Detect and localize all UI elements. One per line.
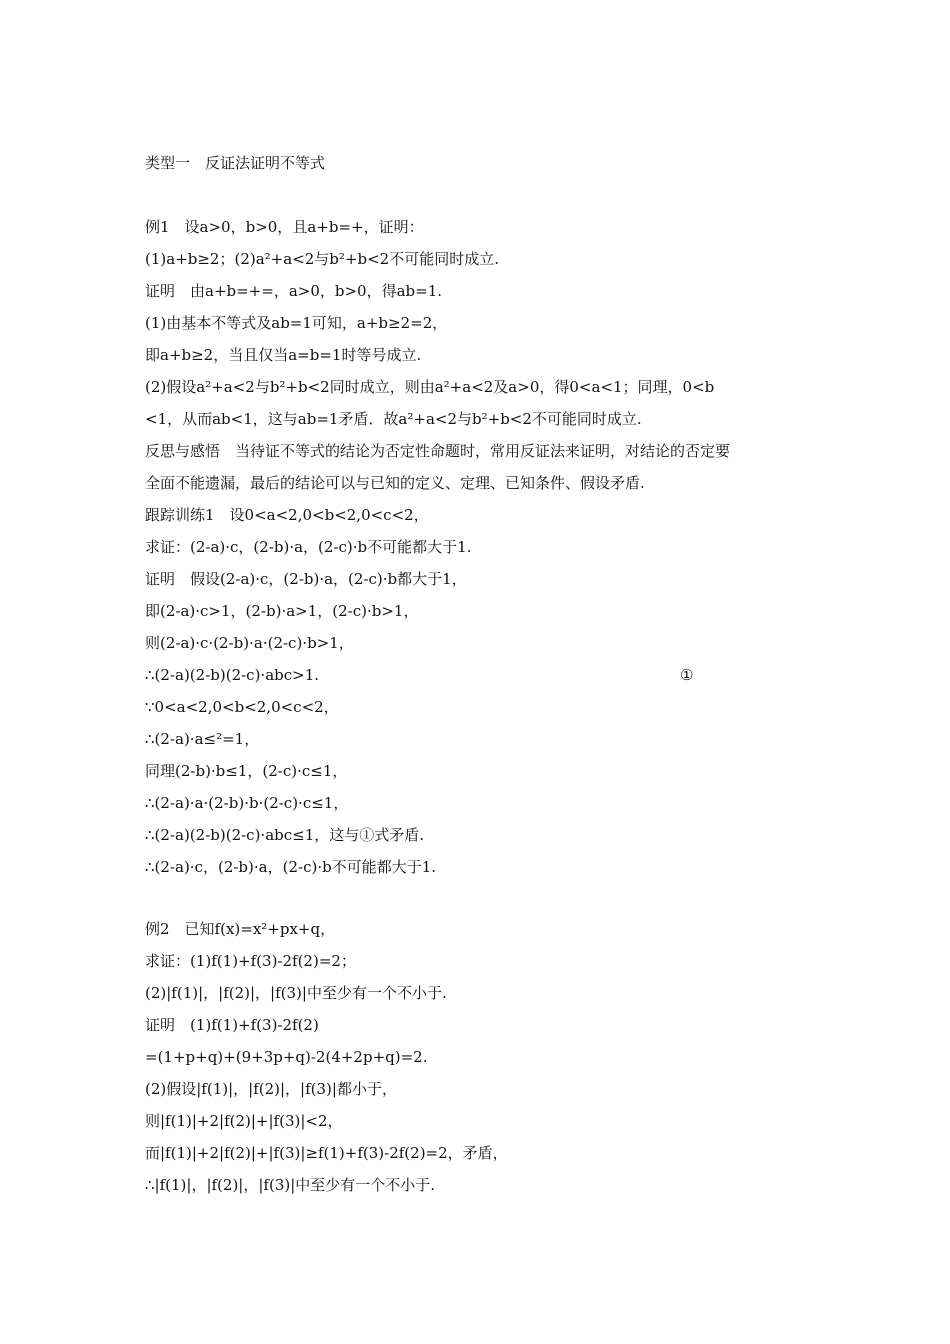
section-heading: 类型一 反证法证明不等式 xyxy=(145,154,326,172)
practice-line-11: ∴(2-a)(2-b)(2-c)·abc≤1，这与①式矛盾. xyxy=(145,826,425,844)
practice-line-6: ∴(2-a)(2-b)(2-c)·abc>1. xyxy=(145,666,320,684)
practice-line-12: ∴(2-a)·c，(2-b)·a，(2-c)·b不可能都大于1. xyxy=(145,858,436,876)
ex2-line-6: (2)假设|f(1)|，|f(2)|，|f(3)|都小于， xyxy=(145,1080,397,1098)
ex1-line-2: (1)a+b≥2；(2)a²+a<2与b²+b<2不可能同时成立. xyxy=(145,250,499,268)
ex2-line-9: ∴|f(1)|，|f(2)|，|f(3)|中至少有一个不小于. xyxy=(145,1176,436,1194)
practice-line-1: 跟踪训练1 设0<a<2,0<b<2,0<c<2， xyxy=(145,506,429,524)
practice-line-8: ∴(2-a)·a≤²=1， xyxy=(145,730,260,748)
ex1-line-3: 证明 由a+b=+=，a>0，b>0，得ab=1. xyxy=(145,282,443,300)
ex2-line-8: 而|f(1)|+2|f(2)|+|f(3)|≥f(1)+f(3)-2f(2)=2，矛盾， xyxy=(145,1144,508,1162)
practice-line-4: 即(2-a)·c>1，(2-b)·a>1，(2-c)·b>1， xyxy=(145,602,419,620)
practice-line-10: ∴(2-a)·a·(2-b)·b·(2-c)·c≤1， xyxy=(145,794,349,812)
practice-line-5: 则(2-a)·c·(2-b)·a·(2-c)·b>1， xyxy=(145,634,354,652)
ex1-line-6: (2)假设a²+a<2与b²+b<2同时成立，则由a²+a<2及a>0，得0<a<1；同理，0<b xyxy=(145,378,715,396)
ex2-line-5: =(1+p+q)+(9+3p+q)-2(4+2p+q)=2. xyxy=(145,1048,428,1066)
reflection-line-1: 反思与感悟 当待证不等式的结论为否定性命题时，常用反证法来证明，对结论的否定要 xyxy=(145,442,731,460)
reflection-line-2: 全面不能遗漏，最后的结论可以与已知的定义、定理、已知条件、假设矛盾. xyxy=(145,474,645,492)
practice-line-3: 证明 假设(2-a)·c，(2-b)·a，(2-c)·b都大于1， xyxy=(145,570,467,588)
ex1-line-4: (1)由基本不等式及ab=1可知，a+b≥2=2， xyxy=(145,314,448,332)
ex2-line-7: 则|f(1)|+2|f(2)|+|f(3)|<2， xyxy=(145,1112,343,1130)
ex1-line-7: <1，从而ab<1，这与ab=1矛盾．故a²+a<2与b²+b<2不可能同时成立. xyxy=(145,410,642,428)
practice-line-7: ∵0<a<2,0<b<2,0<c<2， xyxy=(145,698,339,716)
practice-line-2: 求证：(2-a)·c，(2-b)·a，(2-c)·b不可能都大于1. xyxy=(145,538,472,556)
ex1-line-5: 即a+b≥2，当且仅当a=b=1时等号成立. xyxy=(145,346,422,364)
equation-number-mark: ① xyxy=(680,666,694,684)
ex1-line-1: 例1 设a>0，b>0，且a+b=+，证明： xyxy=(145,218,424,236)
ex2-line-2: 求证：(1)f(1)+f(3)-2f(2)=2； xyxy=(145,952,356,970)
ex2-line-1: 例2 已知f(x)=x²+px+q， xyxy=(145,920,336,938)
practice-line-9: 同理(2-b)·b≤1，(2-c)·c≤1， xyxy=(145,762,348,780)
ex2-line-4: 证明 (1)f(1)+f(3)-2f(2) xyxy=(145,1016,319,1034)
ex2-line-3: (2)|f(1)|，|f(2)|，|f(3)|中至少有一个不小于. xyxy=(145,984,447,1002)
